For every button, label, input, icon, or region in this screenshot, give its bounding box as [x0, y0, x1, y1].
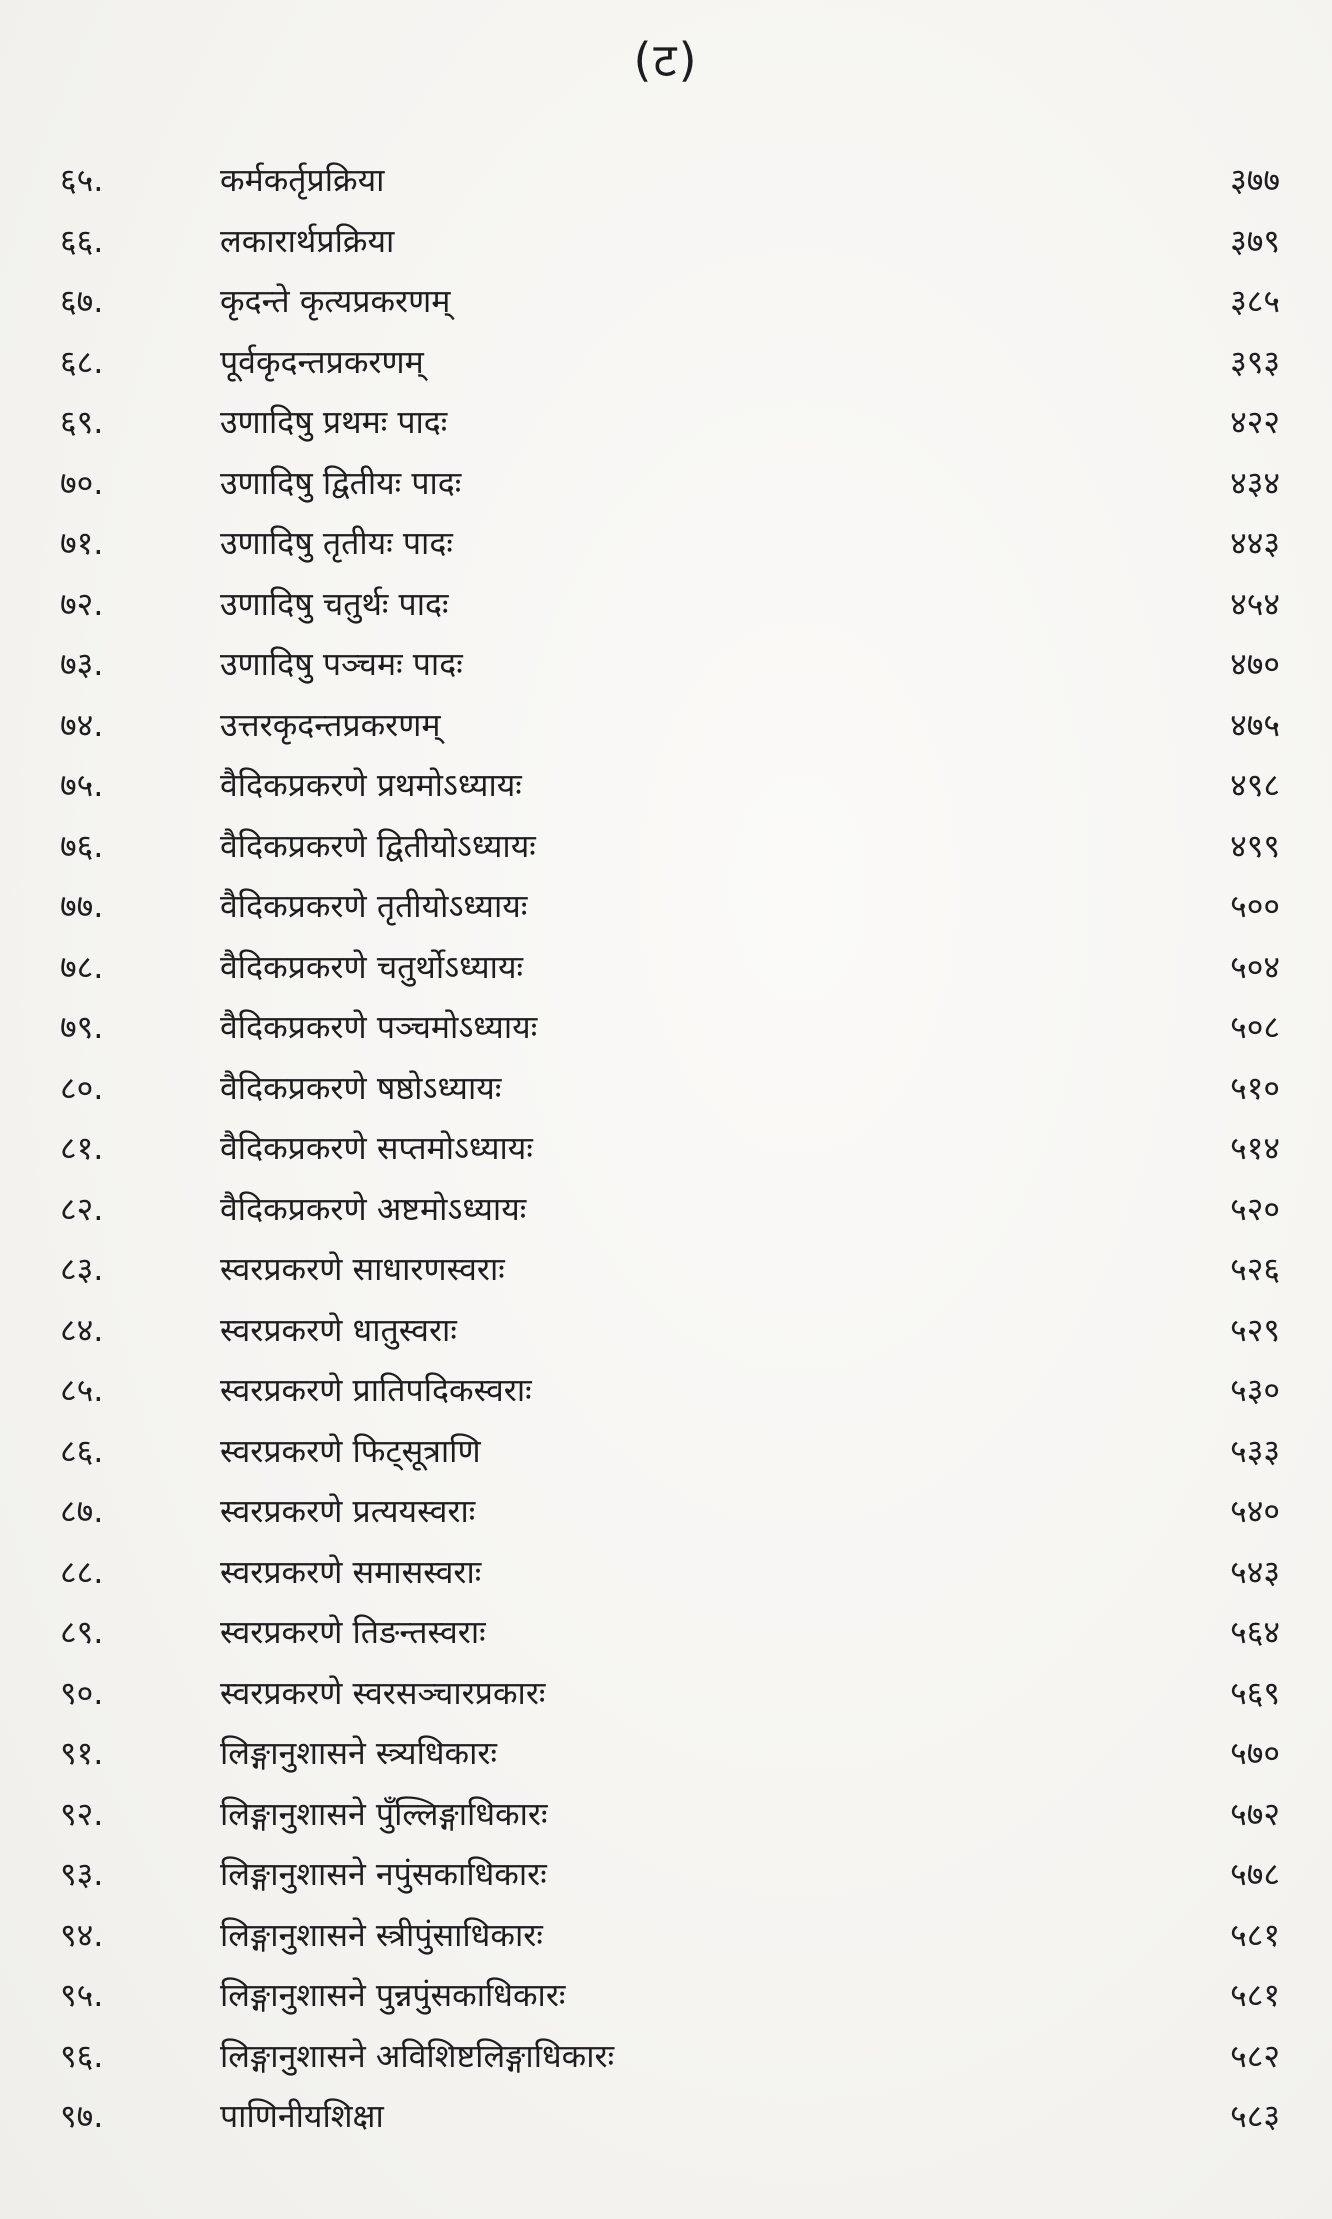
toc-entry-page: ४५४ — [1230, 584, 1280, 623]
toc-entry-page: ३७९ — [1230, 221, 1280, 260]
toc-entry-number: ७३. — [60, 645, 104, 683]
toc-entry — [60, 997, 1280, 1058]
toc-entry — [60, 1723, 1280, 1784]
toc-entry-title: लिङ्गानुशासने अविशिष्टलिङ्गाधिकारः — [220, 2036, 615, 2075]
toc-entry — [60, 1784, 1280, 1845]
toc-entry — [60, 1542, 1280, 1603]
toc-entry-number: ८८. — [60, 1552, 104, 1591]
toc-entry — [60, 1421, 1280, 1482]
toc-entry-number: ६९. — [60, 403, 104, 441]
toc-entry-title: उणादिषु द्वितीयः पादः — [220, 463, 462, 502]
toc-entry-page: ५३० — [1230, 1371, 1280, 1409]
toc-entry-title: लिङ्गानुशासने स्त्र्यधिकारः — [220, 1734, 497, 1772]
toc-entry — [60, 453, 1280, 514]
toc-entry-number: ७४. — [60, 705, 104, 744]
toc-entry — [60, 2086, 1280, 2147]
toc-entry-page: ५१० — [1230, 1068, 1280, 1107]
toc-entry-title: लिङ्गानुशासने पुन्नपुंसकाधिकारः — [220, 1976, 566, 2014]
toc-entry — [60, 695, 1280, 756]
toc-entry-number: ९२. — [60, 1794, 104, 1833]
toc-entry — [60, 876, 1280, 937]
toc-entry-number: ८४. — [60, 1310, 104, 1349]
toc-entry-page: ३८५ — [1230, 282, 1280, 320]
toc-entry-number: ७०. — [60, 463, 104, 502]
toc-entry-page: ४३४ — [1230, 463, 1280, 502]
toc-entry — [60, 816, 1280, 877]
toc-entry-title: स्वरप्रकरणे प्रातिपदिकस्वराः — [220, 1371, 532, 1409]
toc-entry-title: वैदिकप्रकरणे प्रथमोऽध्यायः — [220, 766, 522, 804]
toc-entry-title: स्वरप्रकरणे धातुस्वराः — [220, 1310, 457, 1349]
toc-entry-number: ८६. — [60, 1431, 104, 1470]
toc-entry-page: ३९३ — [1230, 342, 1280, 381]
toc-entry — [60, 1239, 1280, 1300]
toc-entry-title: उणादिषु प्रथमः पादः — [220, 403, 448, 441]
toc-entry-title: उत्तरकृदन्तप्रकरणम् — [220, 705, 441, 744]
toc-entry — [60, 1602, 1280, 1663]
toc-entry-title: वैदिकप्रकरणे चतुर्थोऽध्यायः — [220, 947, 523, 986]
toc-entry — [60, 150, 1280, 211]
toc-entry — [60, 634, 1280, 695]
toc-entry — [60, 1118, 1280, 1179]
toc-entry — [60, 574, 1280, 635]
toc-entry-title: स्वरप्रकरणे स्वरसञ्चारप्रकारः — [220, 1673, 546, 1712]
toc-entry-number: ७५. — [60, 766, 104, 804]
toc-entry-page: ५८१ — [1230, 1976, 1280, 2014]
toc-entry — [60, 1965, 1280, 2026]
toc-entry-number: ९४. — [60, 1915, 104, 1954]
toc-entry-number: ७८. — [60, 947, 104, 986]
toc-entry-title: उणादिषु चतुर्थः पादः — [220, 584, 449, 623]
toc-entry-number: ८१. — [60, 1129, 104, 1167]
toc-entry-page: ५२६ — [1230, 1250, 1280, 1288]
toc-entry — [60, 1905, 1280, 1966]
toc-entry — [60, 755, 1280, 816]
toc-entry-page: ४४३ — [1230, 524, 1280, 562]
toc-entry — [60, 2026, 1280, 2087]
toc-entry-title: लिङ्गानुशासने स्त्रीपुंसाधिकारः — [220, 1915, 543, 1954]
toc-entry-number: ९६. — [60, 2036, 104, 2075]
toc-entry-number: ६६. — [60, 221, 104, 260]
toc-entry — [60, 1844, 1280, 1905]
toc-entry-title: लिङ्गानुशासने पुँल्लिङ्गाधिकारः — [220, 1794, 548, 1833]
toc-entry-title: कर्मकर्तृप्रक्रिया — [220, 161, 385, 199]
toc-entry — [60, 1179, 1280, 1240]
toc-entry-title: वैदिकप्रकरणे सप्तमोऽध्यायः — [220, 1129, 533, 1167]
toc-entry-title: वैदिकप्रकरणे द्वितीयोऽध्यायः — [220, 826, 536, 865]
toc-entry-page: ५०४ — [1230, 947, 1280, 986]
toc-entry — [60, 1663, 1280, 1724]
toc-entry-title: उणादिषु पञ्चमः पादः — [220, 645, 463, 683]
toc-entry-number: ७६. — [60, 826, 104, 865]
toc-entry-page: ५४३ — [1230, 1552, 1280, 1591]
toc-entry-title: पाणिनीयशिक्षा — [220, 2097, 384, 2135]
toc-entry-page: ४७० — [1230, 645, 1280, 683]
toc-entry-page: ५७० — [1230, 1734, 1280, 1772]
toc-entry-title: लकारार्थप्रक्रिया — [220, 221, 395, 260]
toc-entry-page: ५०८ — [1230, 1008, 1280, 1046]
toc-entry-title: वैदिकप्रकरणे पञ्चमोऽध्यायः — [220, 1008, 538, 1046]
toc-entry-title: उणादिषु तृतीयः पादः — [220, 524, 453, 562]
toc-entry-number: ७२. — [60, 584, 104, 623]
toc-entry-title: लिङ्गानुशासने नपुंसकाधिकारः — [220, 1855, 547, 1893]
toc-entry — [60, 1481, 1280, 1542]
toc-entry-page: ४७५ — [1230, 705, 1280, 744]
toc-entry — [60, 392, 1280, 453]
toc-entry-number: ९०. — [60, 1673, 104, 1712]
toc-entry-page: ४२२ — [1230, 403, 1280, 441]
toc-entry-number: ९३. — [60, 1855, 104, 1893]
toc-entry-number: ८९. — [60, 1613, 104, 1651]
toc-entry-title: पूर्वकृदन्तप्रकरणम् — [220, 342, 424, 381]
toc-entry-number: ६५. — [60, 161, 104, 199]
toc-entry-title: वैदिकप्रकरणे तृतीयोऽध्यायः — [220, 887, 528, 925]
toc-entry-number: ८३. — [60, 1250, 104, 1288]
toc-entry-title: वैदिकप्रकरणे षष्ठोऽध्यायः — [220, 1068, 502, 1107]
toc-entry — [60, 1360, 1280, 1421]
toc-entry-page: ५०० — [1230, 887, 1280, 925]
toc-entry-title: स्वरप्रकरणे तिङन्तस्वराः — [220, 1613, 486, 1651]
toc-entry-page: ५१४ — [1230, 1129, 1280, 1167]
toc-entry-number: ९१. — [60, 1734, 104, 1772]
toc-entry — [60, 1300, 1280, 1361]
toc-entry-page: ३७७ — [1230, 161, 1280, 199]
toc-entry-page: ५८२ — [1230, 2036, 1280, 2075]
toc-entry — [60, 1058, 1280, 1119]
toc-entry-page: ४९८ — [1230, 766, 1280, 804]
toc-entry-page: ५४० — [1230, 1492, 1280, 1530]
toc-entry-number: ८०. — [60, 1068, 104, 1107]
toc-entry-title: स्वरप्रकरणे समासस्वराः — [220, 1552, 482, 1591]
toc-entry-number: ७१. — [60, 524, 104, 562]
toc-entry-page: ५६९ — [1230, 1673, 1280, 1712]
toc-entry-page: ५७२ — [1230, 1794, 1280, 1833]
toc-entry-title: वैदिकप्रकरणे अष्टमोऽध्यायः — [220, 1189, 527, 1228]
toc-entry — [60, 513, 1280, 574]
toc-entry-page: ५६४ — [1230, 1613, 1280, 1651]
toc-entry-page: ५२९ — [1230, 1310, 1280, 1349]
page-number: (ट) — [633, 33, 699, 87]
toc-entry-page: ५२० — [1230, 1189, 1280, 1228]
toc-entry-title: कृदन्ते कृत्यप्रकरणम् — [220, 282, 451, 320]
toc-entry-number: ८२. — [60, 1189, 104, 1228]
toc-entry-page: ५७८ — [1230, 1855, 1280, 1893]
toc-entry-number: ६८. — [60, 342, 104, 381]
toc-entry-number: ९७. — [60, 2097, 104, 2135]
toc-entry-page: ५८३ — [1230, 2097, 1280, 2135]
toc-entry — [60, 271, 1280, 332]
toc-entry-number: ७७. — [60, 887, 104, 925]
toc-entry-number: ८७. — [60, 1492, 104, 1530]
toc-entry-number: ८५. — [60, 1371, 104, 1409]
toc-entry — [60, 332, 1280, 393]
toc-entry-number: ६७. — [60, 282, 104, 320]
toc-entry-page: ५८१ — [1230, 1915, 1280, 1954]
toc-entry-title: स्वरप्रकरणे प्रत्ययस्वराः — [220, 1492, 476, 1530]
toc-entry-page: ५३३ — [1230, 1431, 1280, 1470]
toc-entry-page: ४९९ — [1230, 826, 1280, 865]
toc-entry-title: स्वरप्रकरणे साधारणस्वराः — [220, 1250, 505, 1288]
toc-entry — [60, 211, 1280, 272]
table-of-contents — [60, 150, 1280, 2147]
toc-entry-number: ९५. — [60, 1976, 104, 2014]
toc-entry-number: ७९. — [60, 1008, 104, 1046]
toc-entry — [60, 937, 1280, 998]
toc-entry-title: स्वरप्रकरणे फिट्सूत्राणि — [220, 1431, 481, 1470]
